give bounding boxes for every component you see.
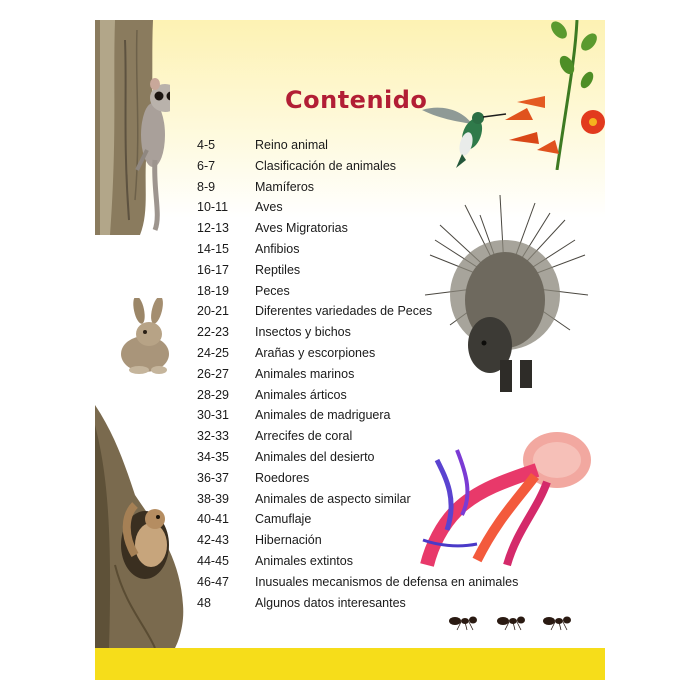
toc-page-range: 44-45 <box>197 553 229 568</box>
toc-page-range: 30-31 <box>197 408 229 423</box>
toc-page-range: 6-7 <box>197 158 216 173</box>
toc-chapter-title: Hibernación <box>255 533 322 548</box>
toc-chapter-title: Mamíferos <box>255 179 315 194</box>
toc-page-range: 46-47 <box>197 574 229 589</box>
toc-page-range: 48 <box>197 595 211 610</box>
toc-entry <box>197 530 518 551</box>
toc-page-range: 28-29 <box>197 387 229 402</box>
toc-entry <box>197 322 518 343</box>
toc-page-range: 38-39 <box>197 491 229 506</box>
toc-entry <box>197 135 518 156</box>
toc-page-range: 20-21 <box>197 304 229 319</box>
toc-entry <box>197 281 518 302</box>
toc-entry <box>197 426 518 447</box>
toc-page-range: 42-43 <box>197 533 229 548</box>
toc-entry <box>197 593 518 614</box>
bottom-color-band <box>95 648 605 680</box>
toc-entry <box>197 156 518 177</box>
toc-entry <box>197 343 518 364</box>
toc-chapter-title: Camuflaje <box>255 512 312 527</box>
toc-page-range: 4-5 <box>197 138 216 152</box>
page-title: Contenido <box>285 86 428 114</box>
toc-chapter-title: Animales extintos <box>255 553 353 568</box>
toc-entry <box>197 489 518 510</box>
toc-page-range: 18-19 <box>197 283 229 298</box>
toc-chapter-title: Clasificación de animales <box>255 158 397 173</box>
toc-entry <box>197 301 518 322</box>
toc-chapter-title: Insectos y bichos <box>255 325 351 340</box>
bushbaby-on-tree-image <box>95 20 170 235</box>
toc-entry <box>197 177 518 198</box>
toc-page-range: 14-15 <box>197 241 229 256</box>
toc-chapter-title: Peces <box>255 283 290 298</box>
toc-chapter-title: Anfibios <box>255 241 300 256</box>
toc-chapter-title: Animales de aspecto similar <box>255 491 411 506</box>
toc-entry <box>197 218 518 239</box>
squirrel-in-tree-hollow-image <box>95 405 195 648</box>
toc-entry <box>197 197 518 218</box>
book-page <box>95 20 605 680</box>
toc-chapter-title: Diferentes variedades de Peces <box>255 304 433 319</box>
toc-page-range: 10-11 <box>197 200 229 215</box>
toc-entry <box>197 468 518 489</box>
toc-chapter-title: Aves <box>255 200 283 215</box>
toc-chapter-title: Aves Migratorias <box>255 221 348 236</box>
toc-page-range: 36-37 <box>197 470 229 485</box>
toc-chapter-title: Animales marinos <box>255 366 355 381</box>
toc-entry <box>197 260 518 281</box>
toc-chapter-title: Reptiles <box>255 262 301 277</box>
toc-chapter-title: Algunos datos interesantes <box>255 595 406 610</box>
toc-page-range: 26-27 <box>197 366 229 381</box>
toc-page-range: 22-23 <box>197 325 229 340</box>
toc-entry <box>197 405 518 426</box>
toc-page-range: 24-25 <box>197 345 229 360</box>
toc-chapter-title: Inusuales mecanismos de defensa en animales <box>255 574 519 589</box>
toc-chapter-title: Arrecifes de coral <box>255 429 353 444</box>
toc-entry <box>197 239 518 260</box>
toc-page-range: 8-9 <box>197 179 216 194</box>
toc-entry <box>197 572 518 593</box>
toc-chapter-title: Reino animal <box>255 138 328 152</box>
toc-page-range: 32-33 <box>197 429 229 444</box>
toc-chapter-title: Animales árticos <box>255 387 347 402</box>
table-of-contents <box>197 135 518 613</box>
toc-page-range: 34-35 <box>197 449 229 464</box>
toc-entry <box>197 447 518 468</box>
toc-entry <box>197 385 518 406</box>
toc-page-range: 16-17 <box>197 262 229 277</box>
toc-chapter-title: Roedores <box>255 470 310 485</box>
toc-chapter-title: Animales de madriguera <box>255 408 391 423</box>
toc-entry <box>197 509 518 530</box>
toc-page-range: 12-13 <box>197 221 229 236</box>
toc-chapter-title: Arañas y escorpiones <box>255 345 376 360</box>
toc-page-range: 40-41 <box>197 512 229 527</box>
rabbit-image <box>115 298 177 376</box>
toc-entry <box>197 364 518 385</box>
toc-chapter-title: Animales del desierto <box>255 449 375 464</box>
toc-entry <box>197 551 518 572</box>
